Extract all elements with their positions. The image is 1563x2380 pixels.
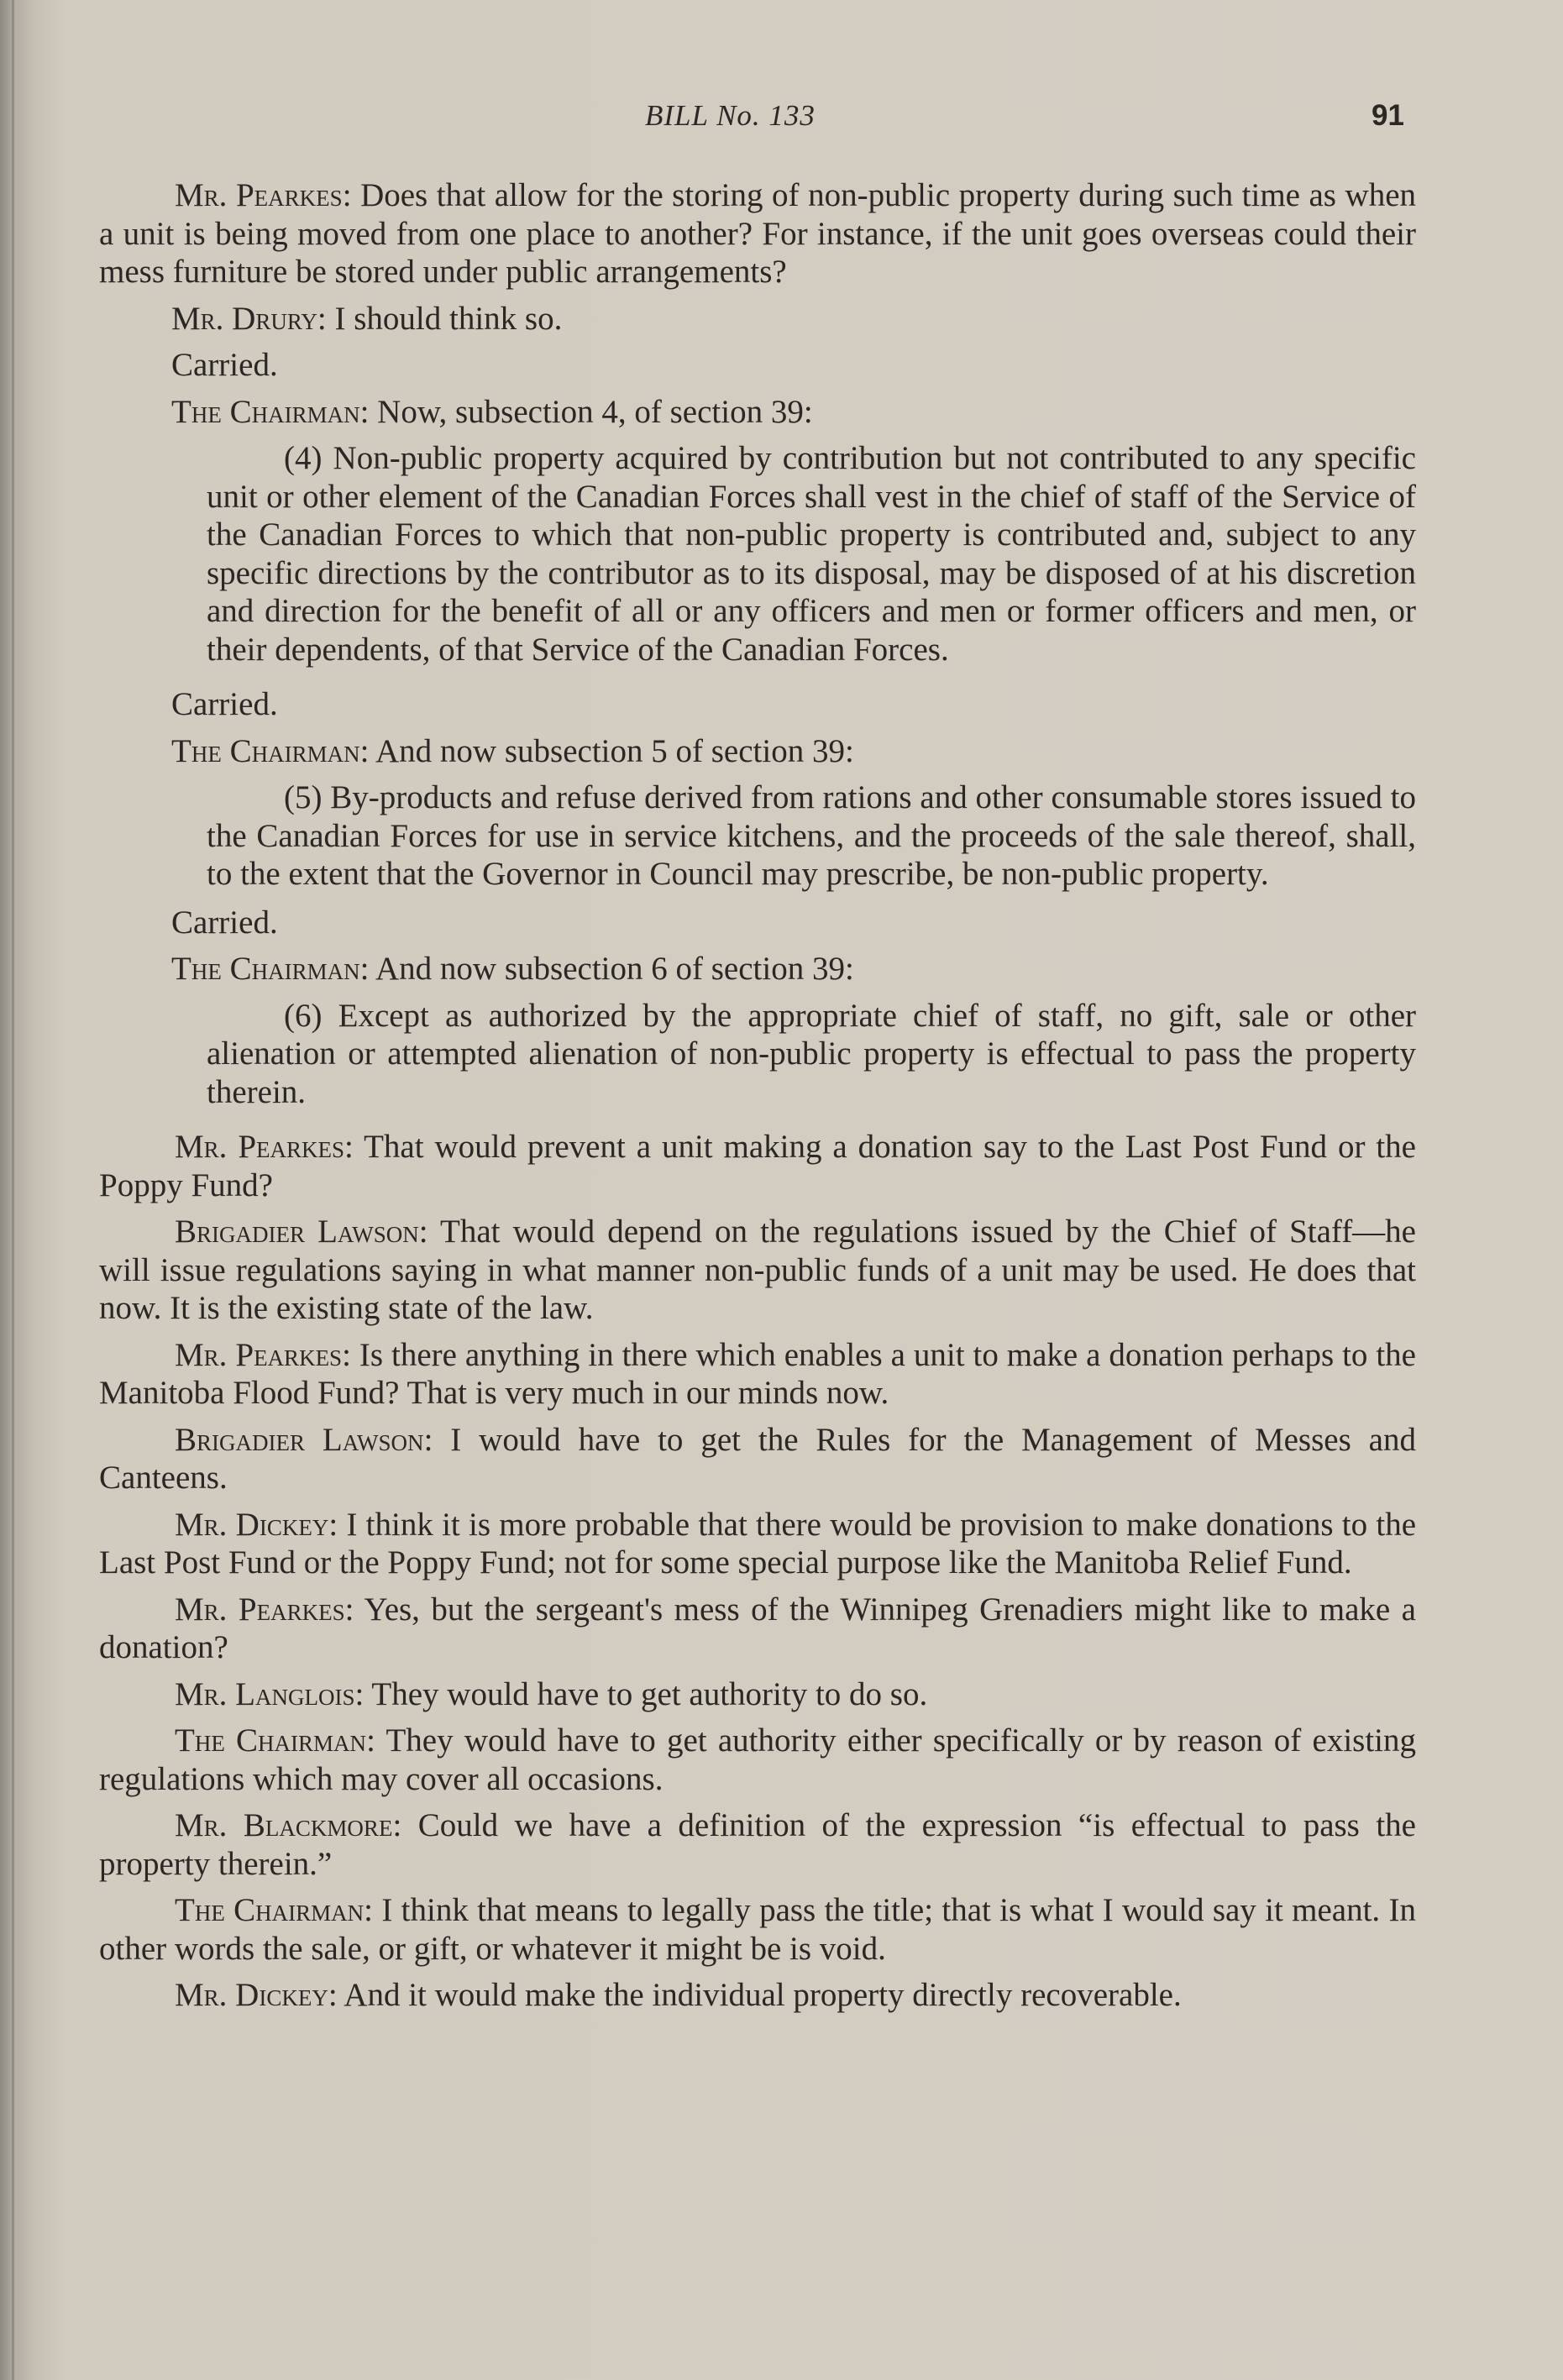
speech-text: Is there anything in there which enables a unit to make a donation perhaps to the Manitoba Flood Fund? That is very much in our minds now.	[99, 1336, 1416, 1411]
speaker-name: Mr. Dickey	[175, 1506, 329, 1543]
speech-text: I should think so.	[334, 300, 563, 337]
binding-shadow	[12, 0, 14, 2380]
quoted-subsection: (6) Except as authorized by the appropriate chief of staff, no gift, sale or other alienation or attempted alienation of non-public property is effectual to pass the property therein.	[207, 997, 1416, 1110]
speaker-name: Mr. Pearkes	[175, 1129, 345, 1165]
speech-paragraph: Mr. Pearkes: Does that allow for the storing of non-public property during such time as when a unit is being moved from one place to another? For instance, if the unit goes overseas could their mess furniture be stored under public arrangements?	[99, 177, 1417, 290]
speaker-name: The Chairman	[175, 1892, 365, 1928]
speech-text: Now, subsection 4, of section 39:	[377, 393, 813, 430]
speech-text: That would depend on the regulations issued by the Chief of Staff—he will issue regulations saying in what manner non-public funds of a unit may be used. He does that now. It is the existing state of the law.	[99, 1214, 1416, 1326]
speaker-name: The Chairman	[175, 1722, 367, 1759]
speaker-name: The Chairman	[171, 732, 360, 769]
speaker-name: Mr. Pearkes	[175, 1336, 343, 1373]
speech-text: And now subsection 6 of section 39:	[375, 951, 854, 987]
speech-text: I think it is more probable that there would be provision to make donations to the Last Post Fund or the Poppy Fund; not for some special purpose like the Manitoba Relief Fund.	[99, 1506, 1417, 1581]
speech-paragraph: Mr. Pearkes: Yes, but the sergeant's mess of the Winnipeg Grenadiers might like to make a donation?	[99, 1591, 1416, 1665]
carried-note: Carried.	[171, 347, 278, 383]
speech-paragraph: The Chairman: And now subsection 5 of section 39:	[171, 732, 854, 769]
speech-text: Yes, but the sergeant's mess of the Winnipeg Grenadiers might like to make a donation?	[99, 1591, 1416, 1665]
speech-paragraph: Mr. Drury: I should think so.	[171, 300, 563, 337]
quoted-subsection: (4) Non-public property acquired by contribution but not contributed to any specific unit or other element of the Canadian Forces shall vest in the chief of staff of the Service of the Canadian Forces to which that non-public property is contributed and, subject to any specific directions by the contributor as to its disposal, may be disposed of at his discretion and direction for the benefit of all or any officers and men or former officers and men, or their dependents, of that Service of the Canadian Forces.	[207, 440, 1416, 668]
speech-paragraph: The Chairman: And now subsection 6 of section 39:	[171, 951, 854, 987]
transcript-body	[99, 176, 1416, 2023]
speaker-name: Mr. Blackmore	[175, 1807, 393, 1843]
speech-text: I think that means to legally pass the title; that is what I would say it meant. In other words the sale, or gift, or whatever it might be is void.	[99, 1892, 1417, 1967]
speech-text: I would have to get the Rules for the Management of Messes and Canteens.	[99, 1421, 1416, 1496]
speaker-name: The Chairman	[171, 393, 360, 430]
speaker-name: The Chairman	[171, 951, 360, 987]
speech-paragraph: Mr. Blackmore: Could we have a definition of the expression “is effectual to pass the property therein.”	[99, 1807, 1416, 1882]
speech-text: They would have to get authority either specifically or by reason of existing regulations which may cover all occasions.	[99, 1722, 1416, 1797]
speaker-name: Brigadier Lawson	[175, 1214, 419, 1250]
speech-paragraph: The Chairman: Now, subsection 4, of section 39:	[171, 393, 813, 430]
speech-paragraph: Brigadier Lawson: I would have to get the Rules for the Management of Messes and Canteens.	[99, 1421, 1416, 1496]
speech-paragraph: The Chairman: I think that means to legally pass the title; that is what I would say it meant. In other words the sale, or gift, or whatever it might be is void.	[99, 1892, 1417, 1967]
speech-paragraph: Brigadier Lawson: That would depend on the regulations issued by the Chief of Staff—he will issue regulations saying in what manner non-public funds of a unit may be used. He does that now. It is the existing state of the law.	[99, 1214, 1416, 1326]
speaker-name: Mr. Pearkes	[175, 1591, 345, 1628]
speech-paragraph: Mr. Pearkes: That would prevent a unit making a donation say to the Last Post Fund or the Poppy Fund?	[99, 1129, 1416, 1203]
speaker-name: Mr. Dickey	[175, 1977, 328, 2013]
speech-paragraph: Mr. Pearkes: Is there anything in there which enables a unit to make a donation perhaps to the Manitoba Flood Fund? That is very much in our minds now.	[99, 1336, 1416, 1411]
carried-note: Carried.	[171, 686, 278, 722]
carried-note: Carried.	[171, 904, 278, 941]
speech-text: Could we have a definition of the expression “is effectual to pass the property therein.”	[99, 1807, 1416, 1882]
speaker-name: Brigadier Lawson	[175, 1421, 424, 1458]
running-title: BILL No. 133	[645, 99, 816, 132]
page-number: 91	[1372, 99, 1404, 132]
speaker-name: Mr. Langlois	[175, 1675, 355, 1712]
speech-text: Does that allow for the storing of non-public property during such time as when a unit is being moved from one place to another? For instance, if the unit goes overseas could their mess furniture be stored under public arrangements?	[99, 177, 1417, 290]
speech-text: That would prevent a unit making a donation say to the Last Post Fund or the Poppy Fund?	[99, 1129, 1416, 1203]
page-header	[0, 99, 1563, 149]
speaker-name: Mr. Pearkes	[175, 177, 343, 213]
speech-paragraph: Mr. Dickey: I think it is more probable that there would be provision to make donations to the Last Post Fund or the Poppy Fund; not for some special purpose like the Manitoba Relief Fund.	[99, 1506, 1417, 1581]
speaker-name: Mr. Drury	[171, 300, 317, 337]
speech-text: And it would make the individual property directly recoverable.	[344, 1977, 1182, 2013]
quoted-subsection: (5) By-products and refuse derived from rations and other consumable stores issued to the Canadian Forces for use in service kitchens, and the proceeds of the sale thereof, shall, to the extent that the Governor in Council may prescribe, be non-public property.	[207, 779, 1416, 892]
speech-paragraph: Mr. Langlois: They would have to get authority to do so.	[175, 1675, 928, 1712]
speech-text: And now subsection 5 of section 39:	[375, 732, 854, 769]
speech-paragraph: Mr. Dickey: And it would make the individual property directly recoverable.	[175, 1977, 1182, 2013]
speech-paragraph: The Chairman: They would have to get authority either specifically or by reason of existing regulations which may cover all occasions.	[99, 1722, 1416, 1797]
speech-text: They would have to get authority to do so.	[371, 1675, 928, 1712]
